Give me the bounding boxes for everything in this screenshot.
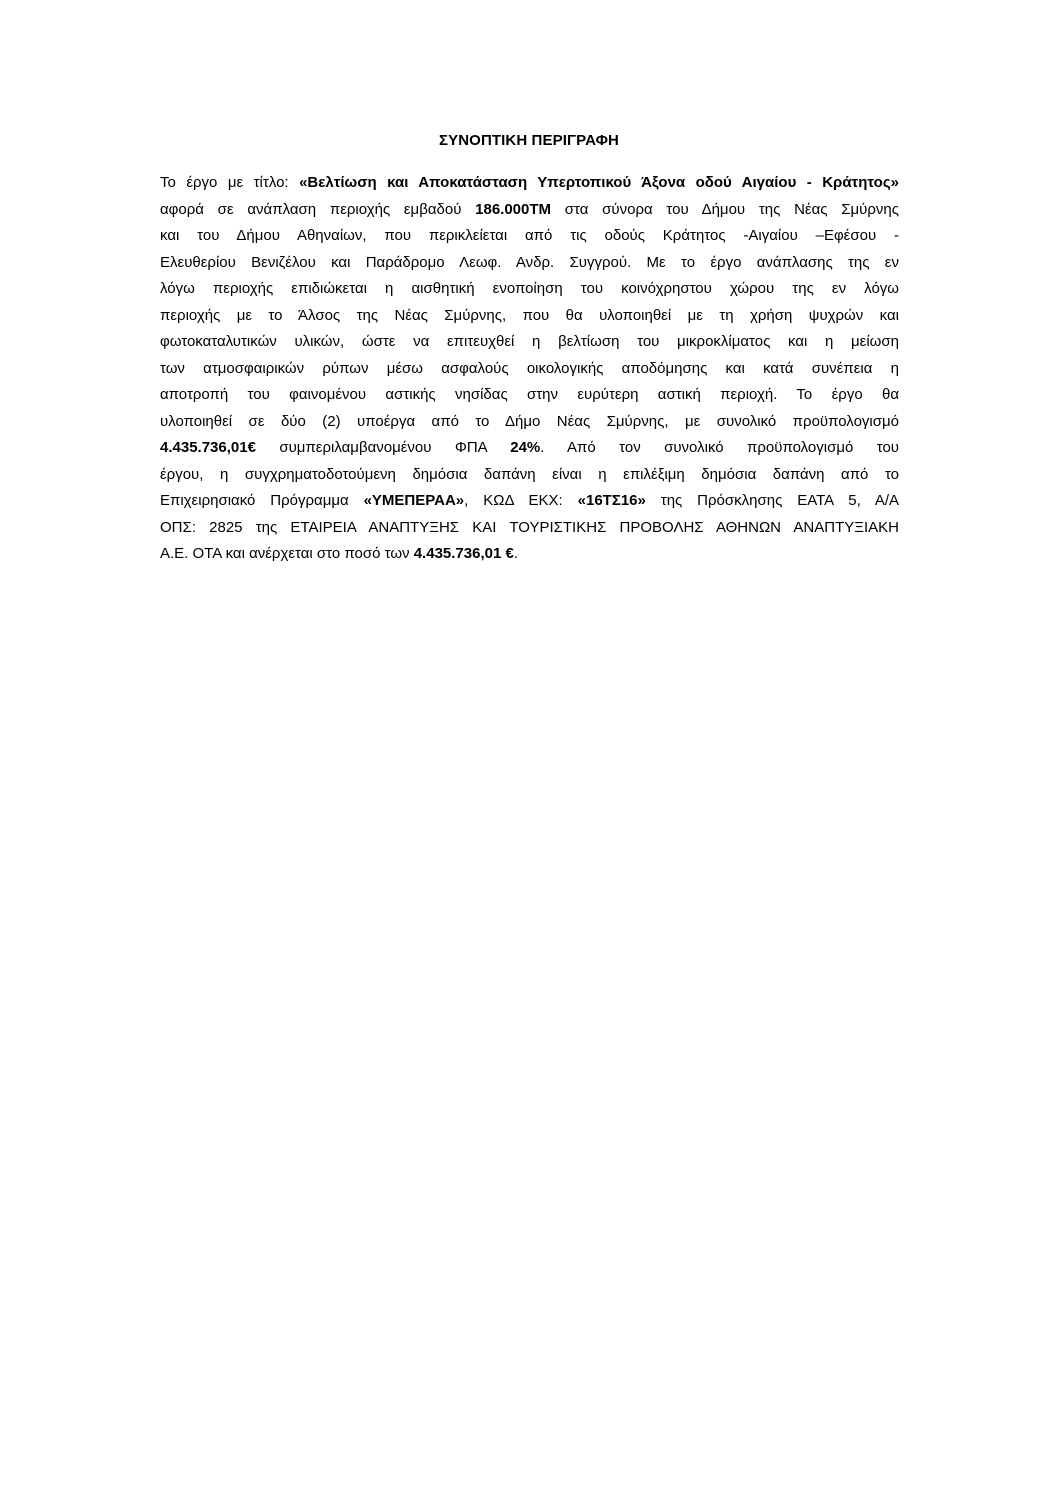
document-body <box>160 170 899 568</box>
text-run: φωτοκαταλυτικών υλικών, ώστε να επιτευχθεί η βελτίωση του μικροκλίματος και η μείωση <box>160 333 899 350</box>
paragraph-line <box>160 170 899 197</box>
bold-text-run: «Βελτίωση και Αποκατάσταση Υπερτοπικού Άξονα οδού Αιγαίου - Κράτητος» <box>299 174 899 191</box>
text-run: αφορά σε ανάπλαση περιοχής εμβαδού <box>160 200 476 218</box>
text-run: έργου, η συγχρηματοδοτούμενη δημόσια δαπάνη είναι η επιλέξιμη δημόσια δαπάνη από το <box>160 465 899 483</box>
text-run: και του Δήμου Αθηναίων, που περικλείεται από τις οδούς Κράτητος -Αιγαίου –Εφέσου - <box>160 227 899 244</box>
paragraph-line <box>160 541 899 568</box>
paragraph-line <box>160 409 899 436</box>
paragraph-line <box>160 250 899 277</box>
paragraph-line <box>160 223 899 250</box>
text-run: στα σύνορα του Δήμου της Νέας Σμύρνης <box>551 200 899 218</box>
paragraph-line <box>160 515 899 542</box>
text-run: Α.Ε. ΟΤΑ και ανέρχεται στο ποσό των <box>160 545 414 562</box>
paragraph-line <box>160 488 899 515</box>
text-run: Επιχειρησιακό Πρόγραμμα <box>160 492 364 509</box>
text-run: λόγω περιοχής επιδιώκεται η αισθητική ενοποίηση του κοινόχρηστου χώρου της εν λόγω <box>160 280 899 297</box>
bold-text-run: 4.435.736,01 € <box>413 545 514 562</box>
text-run: αποτροπή του φαινομένου αστικής νησίδας στην ευρύτερη αστική περιοχή. Το έργο θα <box>160 386 899 403</box>
text-run: , ΚΩΔ ΕΚΧ: <box>464 492 578 509</box>
paragraph-line <box>160 435 899 462</box>
text-run: υλοποιηθεί σε δύο (2) υποέργα από το Δήμο Νέας Σμύρνης, με συνολικό προϋπολογισμό <box>160 412 899 430</box>
text-run: της Πρόσκλησης ΕΑΤΑ 5, Α/Α <box>645 492 900 509</box>
text-run: συμπεριλαμβανομένου ΦΠΑ <box>255 439 511 456</box>
document-title: ΣΥΝΟΠΤΙΚΗ ΠΕΡΙΓΡΑΦΗ <box>439 132 619 149</box>
text-run: των ατμοσφαιρικών ρύπων μέσω ασφαλούς οικολογικής αποδόμησης και κατά συνέπεια η <box>160 359 899 377</box>
text-run: περιοχής με το Άλσος της Νέας Σμύρνης, που θα υλοποιηθεί με τη χρήση ψυχρών και <box>160 306 899 324</box>
text-run: ΟΠΣ: 2825 της ΕΤΑΙΡΕΙΑ ΑΝΑΠΤΥΞΗΣ ΚΑΙ ΤΟΥΡΙΣΤΙΚΗΣ ΠΡΟΒΟΛΗΣ ΑΘΗΝΩΝ ΑΝΑΠΤΥΞΙΑΚΗ <box>160 518 899 536</box>
bold-text-run: «ΥΜΕΠΕΡΑΑ» <box>363 492 465 509</box>
paragraph-line <box>160 197 899 224</box>
bold-text-run: «16ΤΣ16» <box>577 492 646 509</box>
bold-text-run: 24% <box>510 439 541 456</box>
text-run: Το έργο με τίτλο: <box>160 174 300 191</box>
text-run: . <box>513 545 518 562</box>
bold-text-run: 186.000ΤΜ <box>475 200 552 218</box>
bold-text-run: 4.435.736,01€ <box>160 439 256 456</box>
text-run: . Από τον συνολικό προϋπολογισμό του <box>540 439 899 456</box>
paragraph-line <box>160 276 899 303</box>
paragraph-line <box>160 462 899 489</box>
paragraph-line <box>160 329 899 356</box>
text-run: Ελευθερίου Βενιζέλου και Παράδρομο Λεωφ. Ανδρ. Συγγρού. Με το έργο ανάπλασης της εν <box>160 253 899 271</box>
paragraph-line <box>160 303 899 330</box>
paragraph-line <box>160 382 899 409</box>
paragraph-line <box>160 356 899 383</box>
